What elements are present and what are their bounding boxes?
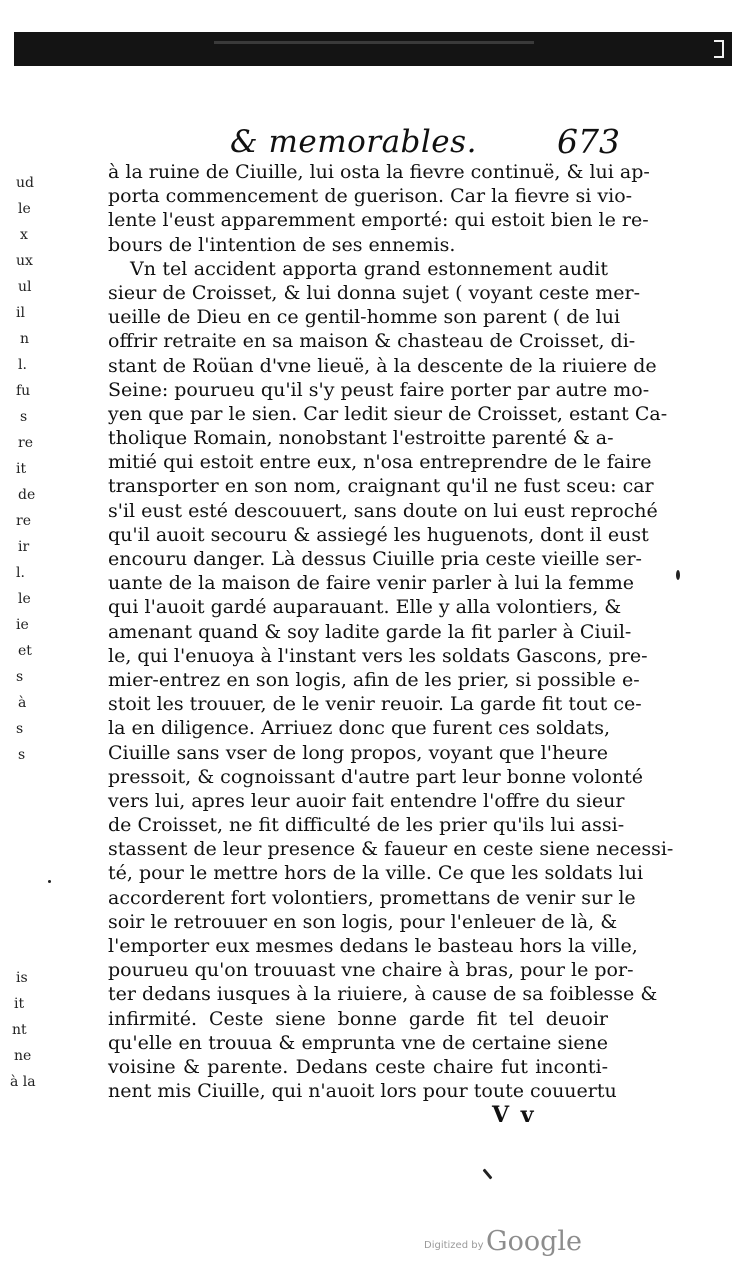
text-line: mitié qui estoit entre eux, n'osa entreprendre de le faire (108, 451, 652, 474)
text-line: transporter en son nom, craignant qu'il ne fust sceu: car (108, 475, 654, 498)
text-line: Vn tel accident apporta grand estonnement audit (130, 257, 608, 280)
margin-fragment: ul (18, 279, 32, 295)
text-line: té, pour le mettre hors de la ville. Ce que les soldats lui (108, 862, 644, 885)
margin-fragment: ne (14, 1048, 32, 1064)
text-line: s'il eust esté descouuert, sans doute on lui eust reproché (108, 499, 658, 522)
watermark-prefix: Digitized by (424, 1240, 484, 1251)
margin-fragment: de (18, 487, 36, 503)
bracket-icon (714, 40, 724, 58)
margin-fragment: s (16, 669, 24, 685)
text-line: stant de Roüan d'vne lieuë, à la descente de la riuiere de (108, 354, 657, 377)
margin-fragment: x (20, 227, 28, 243)
running-title: & memorables. (230, 124, 477, 160)
margin-fragment: s (20, 409, 28, 425)
text-line: Ciuille sans vser de long propos, voyant que l'heure (108, 741, 608, 764)
text-line: sieur de Croisset, & lui donna sujet ( voyant ceste mer- (108, 281, 641, 304)
text-line: l'emporter eux mesmes dedans le basteau hors la ville, (108, 935, 638, 957)
text-line: mier-entrez en son logis, afin de les prier, si possible e- (108, 668, 640, 691)
text-line: accorderent fort volontiers, promettans de venir sur le (108, 886, 636, 909)
margin-fragment: re (18, 435, 33, 451)
text-line: infirmité. Ceste siene bonne garde fit tel deuoir (108, 1007, 608, 1030)
text-line: à la ruine de Ciuille, lui osta la fievre continuë, & lui ap- (108, 161, 650, 183)
margin-fragment: s (18, 747, 26, 763)
text-line: tholique Romain, nonobstant l'estroitte parenté & a- (108, 427, 614, 450)
text-line: uante de la maison de faire venir parler à lui la femme (108, 572, 634, 595)
margin-fragment: nt (12, 1022, 27, 1038)
text-line: encouru danger. Là dessus Ciuille pria ceste vieille ser- (108, 548, 642, 570)
text-line: bours de l'intention de ses ennemis. (108, 233, 456, 256)
text-line: la en diligence. Arriuez donc que furent ces soldats, (108, 717, 611, 740)
page-header (110, 122, 620, 162)
margin-fragment: ie (16, 617, 29, 633)
margin-fragment: n (20, 331, 30, 347)
margin-fragment: it (16, 461, 27, 477)
margin-fragment: le (18, 201, 31, 217)
text-line: qui l'auoit gardé auparauant. Elle y alla volontiers, & (108, 596, 622, 619)
catchword: V v (492, 1102, 536, 1128)
margin-fragment: ux (16, 253, 33, 269)
text-line: stassent de leur presence & faueur en ceste siene necessi- (108, 838, 674, 861)
ink-speck (48, 880, 51, 883)
scan-scratch (214, 41, 534, 44)
text-line: vers lui, apres leur auoir fait entendre l'offre du sieur (108, 789, 625, 812)
margin-fragment: à (18, 695, 27, 711)
google-logo: Google (486, 1226, 582, 1257)
text-line: Seine: pourueu qu'il s'y peust faire porter par autre mo- (108, 378, 650, 401)
margin-fragment: et (18, 643, 32, 659)
ink-speck (482, 1168, 492, 1179)
margin-fragment: à la (10, 1074, 36, 1090)
text-line: voisine & parente. Dedans ceste chaire fut inconti- (108, 1055, 608, 1078)
margin-fragment: fu (16, 383, 31, 399)
margin-fragment: ud (16, 175, 34, 191)
scan-top-bar (14, 32, 732, 66)
margin-fragment: re (16, 513, 31, 529)
text-line: pourueu qu'on trouuast vne chaire à bras, pour le por- (108, 959, 634, 982)
margin-fragment: s (16, 721, 24, 737)
text-line: soir le retrouuer en son logis, pour l'enleuer de là, & (108, 910, 618, 933)
text-line: ueille de Dieu en ce gentil-homme son parent ( de lui (108, 306, 621, 329)
body-text (108, 160, 674, 1103)
margin-fragment: il (16, 305, 25, 321)
page-number: 673 (557, 122, 620, 161)
text-line: qu'elle en trouua & emprunta vne de certaine siene (108, 1031, 608, 1054)
margin-fragment: ir (18, 539, 30, 555)
text-line: de Croisset, ne fit difficulté de les prier qu'ils lui assi- (108, 814, 625, 837)
ink-speck (676, 570, 680, 580)
text-line: offrir retraite en sa maison & chasteau de Croisset, di- (108, 330, 636, 353)
text-line: nent mis Ciuille, qui n'auoit lors pour toute couuertu (108, 1080, 617, 1103)
text-line: lente l'eust apparemment emporté: qui estoit bien le re- (108, 209, 649, 232)
margin-fragment: l. (18, 357, 27, 373)
margin-fragment: le (18, 591, 31, 607)
margin-fragment: it (14, 996, 25, 1012)
text-line: le, qui l'enuoya à l'instant vers les soldats Gascons, pre- (108, 644, 648, 667)
text-line: ter dedans iusques à la riuiere, à cause de sa foiblesse & (108, 983, 658, 1006)
margin-fragment: is (16, 970, 28, 986)
text-line: amenant quand & soy ladite garde la fit parler à Ciuil- (108, 620, 632, 643)
text-line: stoit les trouuer, de le venir reuoir. La garde fit tout ce- (108, 693, 642, 716)
margin-fragment: l. (16, 565, 25, 581)
text-line: porta commencement de guerison. Car la fievre si vio- (108, 185, 633, 208)
text-line: yen que par le sien. Car ledit sieur de Croisset, estant Ca- (108, 402, 668, 425)
text-line: qu'il auoit secouru & assiegé les huguenots, dont il eust (108, 523, 649, 546)
text-line: pressoit, & cognoissant d'autre part leur bonne volonté (108, 765, 643, 788)
